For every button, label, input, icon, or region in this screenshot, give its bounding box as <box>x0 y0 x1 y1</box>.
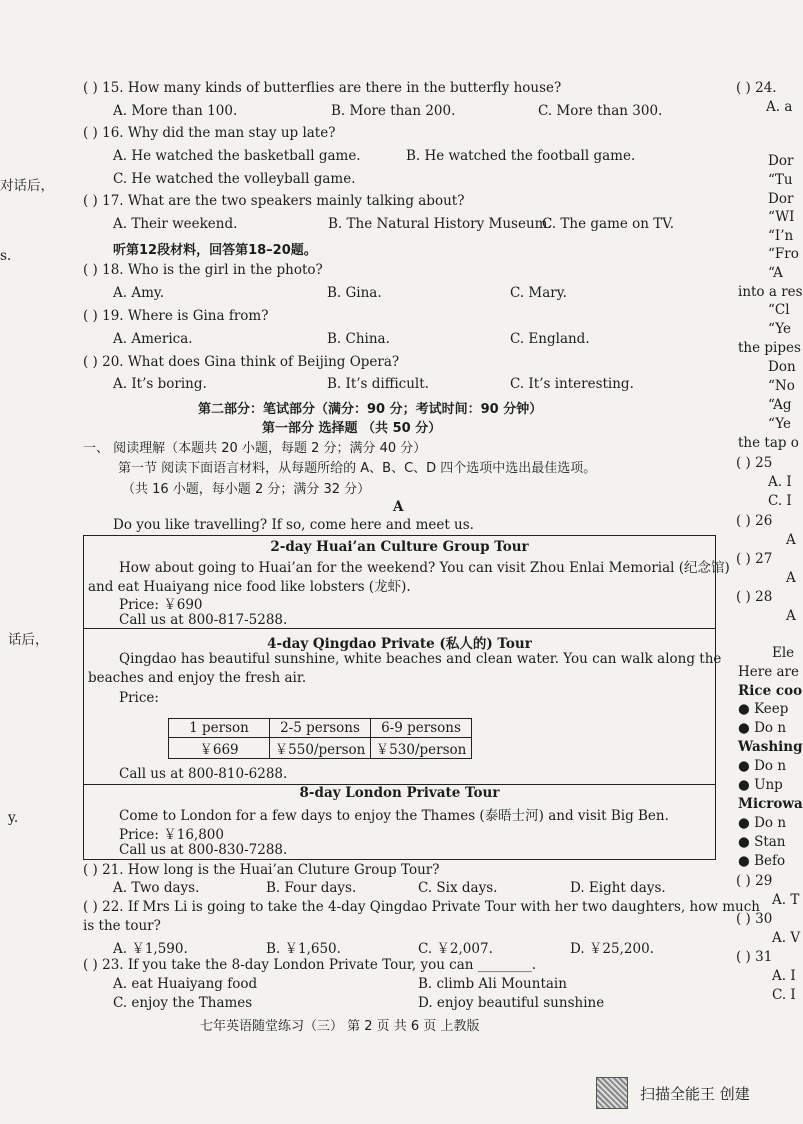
text-fragment: “Tu <box>768 172 793 188</box>
tour-phone: Call us at 800-817-5288. <box>119 612 288 628</box>
material-12-heading: 听第12段材料，回答第18–20题。 <box>113 243 317 258</box>
question-25: ( ) 25 <box>736 455 773 471</box>
question-22: ( ) 22. If Mrs Li is going to take the 4-day Qingdao Private Tour with her two daughters, how much <box>83 899 760 915</box>
option-c: C. enjoy the Thames <box>113 995 253 1011</box>
tour-price: Price: ￥16,800 <box>119 827 224 843</box>
tour-phone: Call us at 800-810-6288. <box>119 766 288 782</box>
text-fragment: “WI <box>768 209 795 225</box>
option-d: D. Eight days. <box>570 880 666 896</box>
text-fragment: Here are <box>738 664 799 680</box>
part2-heading: 第二部分：笔试部分（满分：90 分；考试时间：90 分钟） <box>198 402 543 417</box>
price-table <box>168 718 472 759</box>
option-a: A. Amy. <box>113 285 165 301</box>
margin-fragment: s. <box>0 248 12 264</box>
option-c: C. He watched the volleyball game. <box>113 171 356 187</box>
question-21: ( ) 21. How long is the Huai’an Cluture Group Tour? <box>83 862 440 878</box>
option-a: A. He watched the basketball game. <box>113 148 361 164</box>
text-fragment: Dor <box>768 191 794 207</box>
tour-huaian-box <box>83 535 730 629</box>
margin-fragment: 对话后， <box>0 178 54 194</box>
option-fragment: A. V <box>772 930 801 946</box>
tour-title: 4-day Qingdao Private (私人的) Tour <box>267 636 532 652</box>
option-d: D. ￥25,200. <box>570 941 654 957</box>
text-fragment: Ele <box>772 645 795 661</box>
text-fragment: ● Befo <box>738 853 786 869</box>
option-a: A. America. <box>113 331 193 347</box>
tour-description: beaches and enjoy the fresh air. <box>88 670 307 686</box>
option-fragment: A <box>786 570 796 586</box>
text-fragment: ● Do n <box>738 815 787 831</box>
option-fragment: A. I <box>768 474 792 490</box>
margin-fragment: y. <box>8 810 19 826</box>
question-27: ( ) 27 <box>736 551 773 567</box>
tour-description: and eat Huaiyang nice food like lobsters (龙虾). <box>88 579 411 595</box>
table-cell: ￥530/person <box>371 738 472 759</box>
text-fragment: “A <box>768 265 783 281</box>
option-b: B. climb Ali Mountain <box>418 976 567 992</box>
tour-price: Price: <box>119 690 159 706</box>
option-fragment: A. T <box>772 892 800 908</box>
option-b: B. He watched the football game. <box>406 148 636 164</box>
instruction-line: （共 16 小题，每小题 2 分；满分 32 分） <box>122 482 371 497</box>
table-cell: ￥550/person <box>270 738 371 759</box>
page-footer: 七年英语随堂练习（三） 第 2 页 共 6 页 上教版 <box>200 1019 480 1034</box>
margin-fragment: 话后， <box>8 632 49 648</box>
text-fragment: ● Do n <box>738 758 787 774</box>
tour-description: Qingdao has beautiful sunshine, white beaches and clean water. You can walk along the <box>119 651 722 667</box>
text-fragment: A. a <box>766 99 793 115</box>
tour-description: How about going to Huai’an for the weekend? You can visit Zhou Enlai Memorial (纪念馆) <box>119 560 730 576</box>
option-d: D. enjoy beautiful sunshine <box>418 995 605 1011</box>
option-b: B. Four days. <box>266 880 357 896</box>
question-20: ( ) 20. What does Gina think of Beijing Opera? <box>83 354 400 370</box>
option-b: B. China. <box>327 331 390 347</box>
question-18: ( ) 18. Who is the girl in the photo? <box>83 262 323 278</box>
text-fragment: “No <box>768 378 795 394</box>
text-fragment: into a res <box>738 284 803 300</box>
question-30: ( ) 30 <box>736 911 773 927</box>
text-fragment: Dor <box>768 153 794 169</box>
question-28: ( ) 28 <box>736 589 773 605</box>
text-fragment: “Ye <box>768 416 792 432</box>
tour-description: Come to London for a few days to enjoy the Thames (泰晤士河) and visit Big Ben. <box>119 808 669 824</box>
option-c: C. More than 300. <box>538 103 663 119</box>
tour-price: Price: ￥690 <box>119 597 203 613</box>
option-fragment: A. I <box>772 968 796 984</box>
table-row <box>169 719 472 738</box>
text-fragment: the tap o <box>738 435 799 451</box>
passage-label: A <box>393 499 404 515</box>
text-fragment: Don <box>768 359 796 375</box>
question-24: ( ) 24. <box>736 80 777 96</box>
text-fragment: “I’n <box>768 228 794 244</box>
tour-qingdao-box <box>83 628 722 785</box>
option-fragment: A <box>786 608 796 624</box>
text-fragment: Washing <box>738 739 803 755</box>
question-22-cont: is the tour? <box>83 918 161 934</box>
question-31: ( ) 31 <box>736 949 773 965</box>
table-header-cell: 1 person <box>169 719 270 738</box>
section-heading: 一、 阅读理解（本题共 20 小题，每题 2 分；满分 40 分） <box>83 441 427 456</box>
tour-title: 8-day London Private Tour <box>299 785 500 801</box>
qr-code-icon <box>596 1077 628 1109</box>
question-17: ( ) 17. What are the two speakers mainly talking about? <box>83 193 465 209</box>
text-fragment: ● Unp <box>738 777 783 793</box>
option-c: C. Mary. <box>510 285 567 301</box>
option-a: A. eat Huaiyang food <box>113 976 258 992</box>
option-a: A. More than 100. <box>113 103 238 119</box>
option-a: A. Two days. <box>113 880 200 896</box>
question-23: ( ) 23. If you take the 8-day London Private Tour, you can ________. <box>83 957 537 973</box>
option-a: A. ￥1,590. <box>113 941 188 957</box>
text-fragment: ● Stan <box>738 834 786 850</box>
option-fragment: A <box>786 532 796 548</box>
text-fragment: the pipes <box>738 340 801 356</box>
right-column <box>736 0 803 1060</box>
question-26: ( ) 26 <box>736 513 773 529</box>
table-header-cell: 6-9 persons <box>371 719 472 738</box>
option-b: B. It’s difficult. <box>327 376 429 392</box>
text-fragment: “Fro <box>768 246 799 262</box>
question-15: ( ) 15. How many kinds of butterflies are there in the butterfly house? <box>83 80 562 96</box>
text-fragment: “Ag <box>768 397 792 413</box>
text-fragment: ● Do n <box>738 720 787 736</box>
table-cell: ￥669 <box>169 738 270 759</box>
text-fragment: “Cl <box>768 302 790 318</box>
text-fragment: ● Keep <box>738 701 789 717</box>
option-a: A. Their weekend. <box>113 216 238 232</box>
option-c: C. The game on TV. <box>542 216 674 232</box>
part2-subheading: 第一部分 选择题 （共 50 分） <box>262 421 442 436</box>
question-16: ( ) 16. Why did the man stay up late? <box>83 125 336 141</box>
option-fragment: C. I <box>768 493 792 509</box>
tour-phone: Call us at 800-830-7288. <box>119 842 288 858</box>
table-row <box>169 738 472 759</box>
scanner-watermark: 扫描全能王 创建 <box>640 1085 750 1103</box>
text-fragment: “Ye <box>768 321 792 337</box>
option-b: B. The Natural History Museum. <box>328 216 552 232</box>
option-c: C. England. <box>510 331 590 347</box>
option-b: B. More than 200. <box>331 103 456 119</box>
option-c: C. Six days. <box>418 880 498 896</box>
text-fragment: Microwa <box>738 796 803 812</box>
option-c: C. ￥2,007. <box>418 941 493 957</box>
question-29: ( ) 29 <box>736 873 773 889</box>
text-fragment: Rice coo <box>738 683 803 699</box>
passage-intro: Do you like travelling? If so, come here and meet us. <box>113 517 474 533</box>
option-b: B. ￥1,650. <box>266 941 341 957</box>
table-header-cell: 2-5 persons <box>270 719 371 738</box>
instruction-line: 第一节 阅读下面语言材料，从每题所给的 A、B、C、D 四个选项中选出最佳选项。 <box>118 461 597 476</box>
tour-london-box <box>83 784 716 860</box>
tour-title: 2-day Huai’an Culture Group Tour <box>270 539 529 555</box>
option-b: B. Gina. <box>327 285 382 301</box>
option-c: C. It’s interesting. <box>510 376 634 392</box>
option-fragment: C. I <box>772 987 796 1003</box>
question-19: ( ) 19. Where is Gina from? <box>83 308 269 324</box>
option-a: A. It’s boring. <box>113 376 207 392</box>
